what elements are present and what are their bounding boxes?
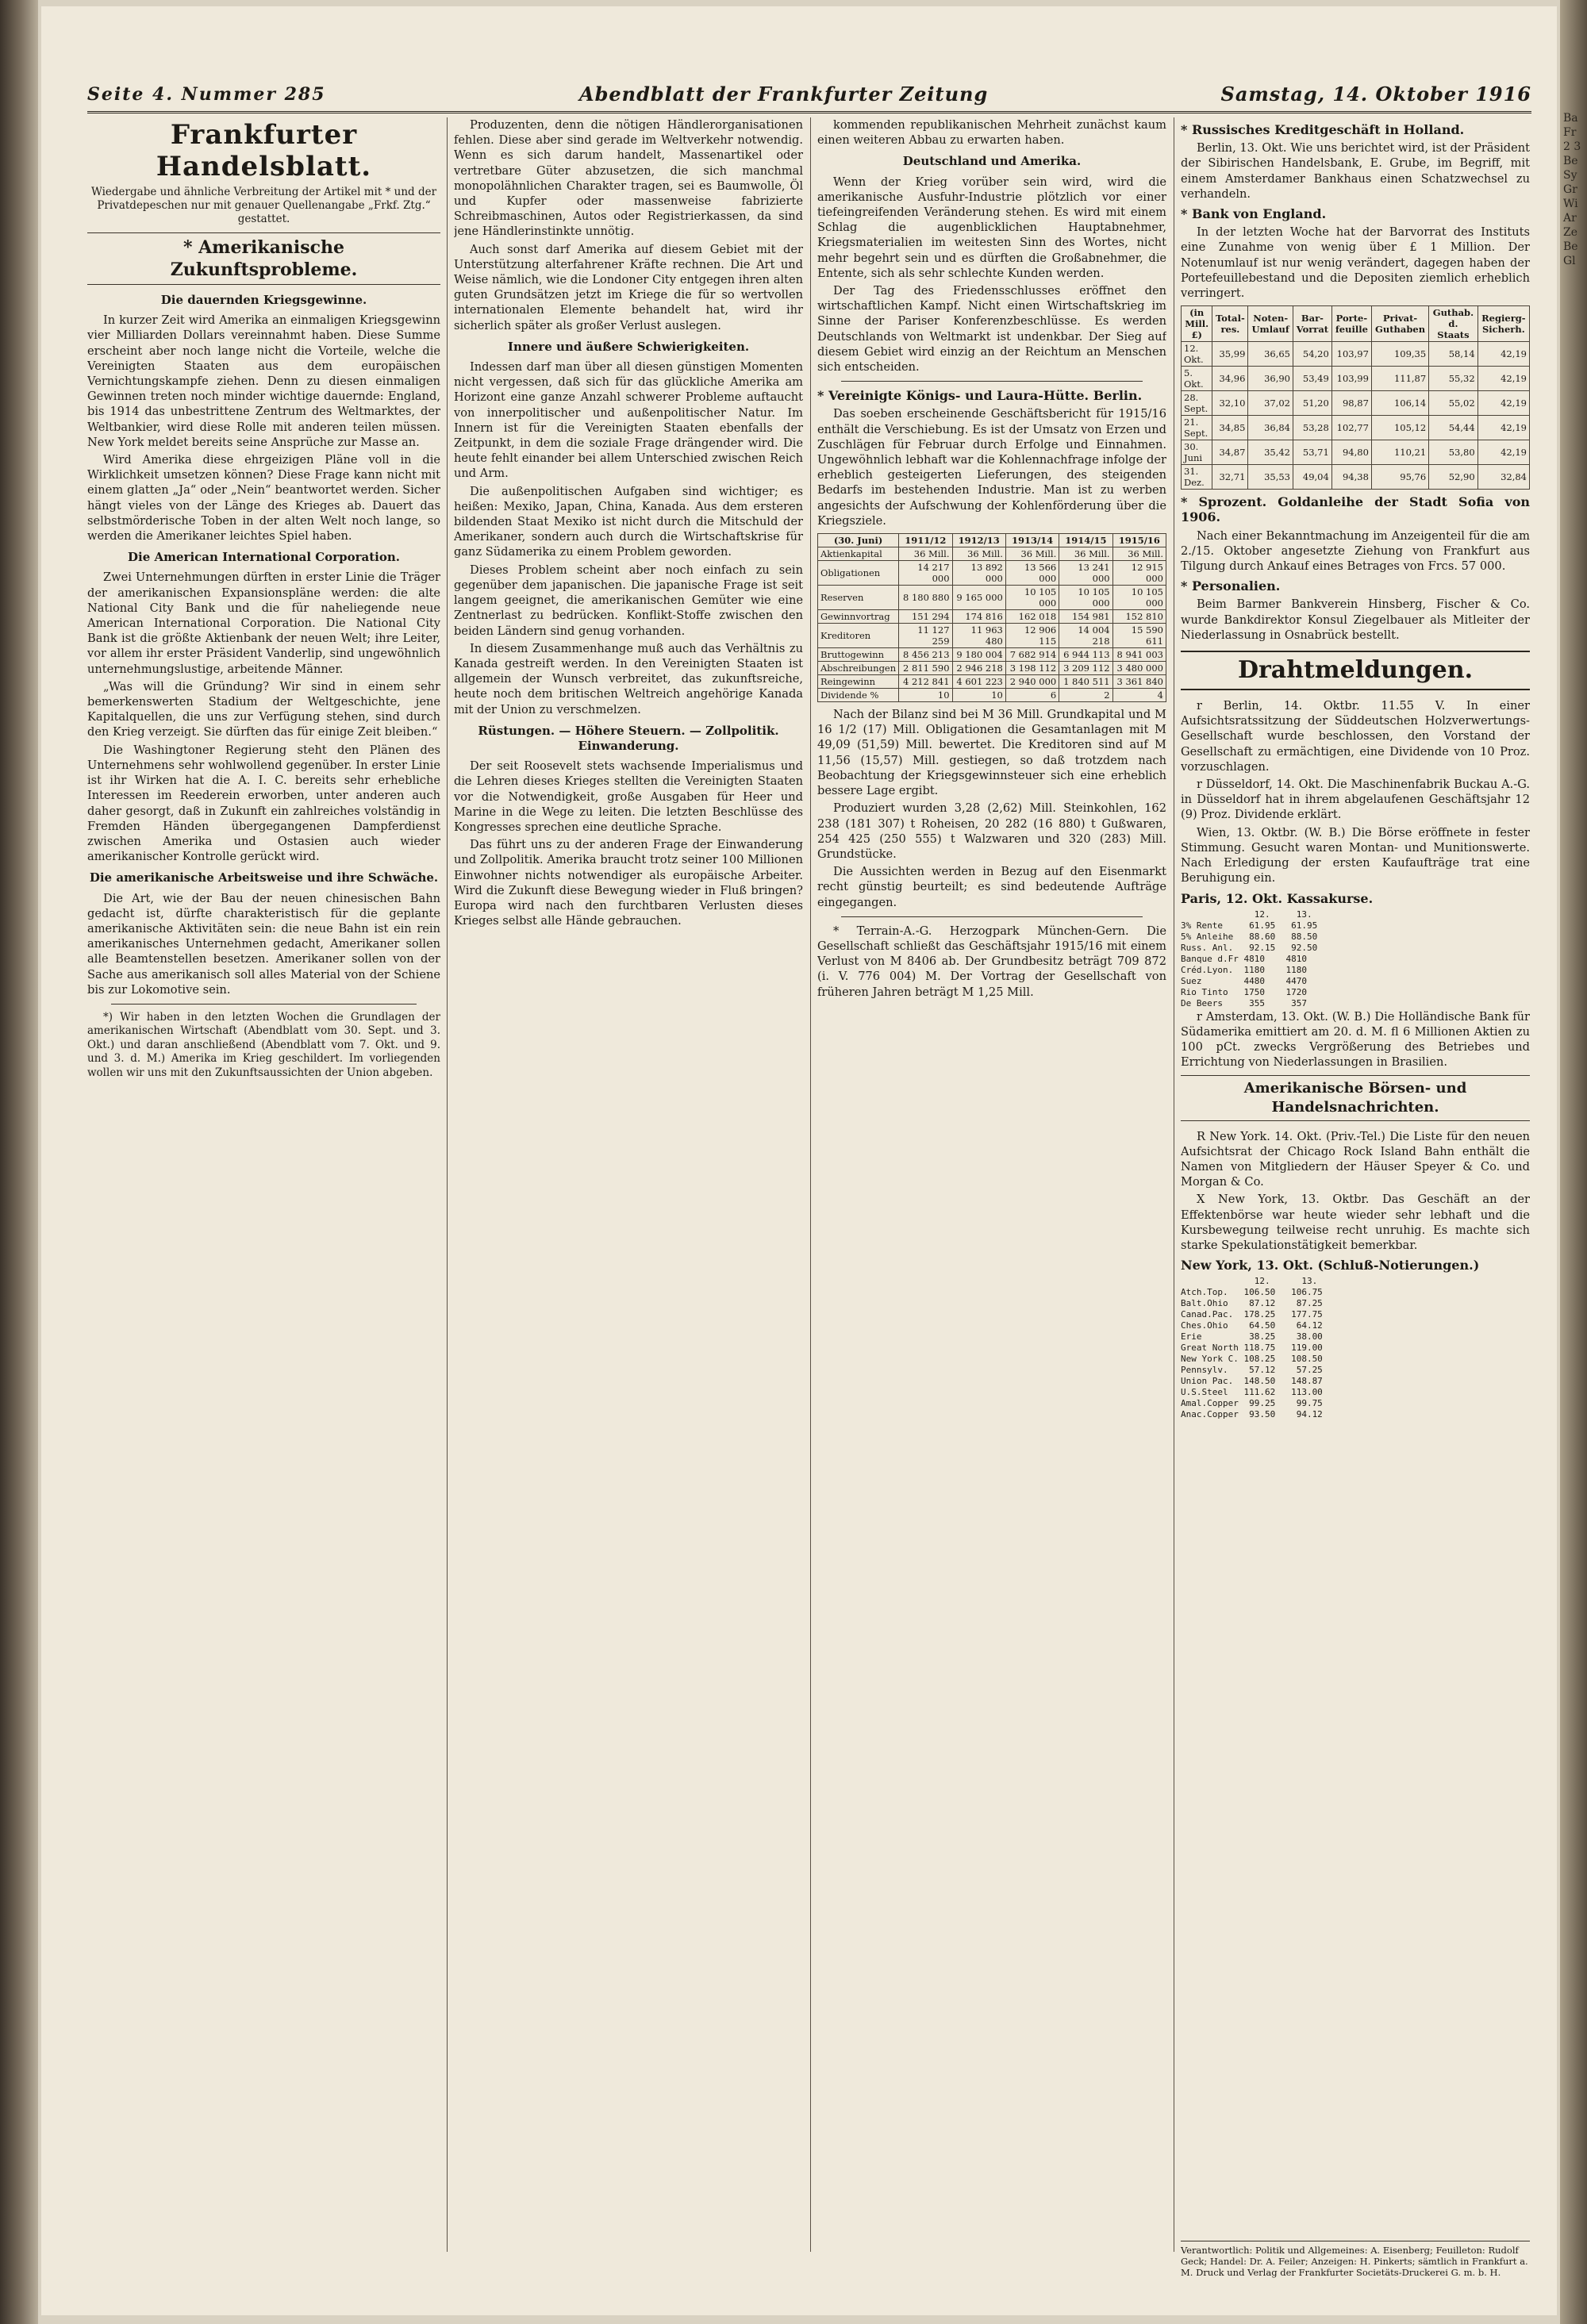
paragraph: Produziert wurden 3,28 (2,62) Mill. Steinkohlen, 162 238 (181 307) t Roheisen, 20 282 (16 880) t Gußwaren, 254 425 (250 555) t Walzwaren und 320 (283) Mill. Grundstücke. [817, 801, 1166, 861]
table-cell: 54,44 [1429, 416, 1477, 440]
paragraph: Dieses Problem scheint aber noch einfach zu sein gegenüber dem japanischen. Die japanische Frage ist seit langem geeignet, die amerikanischen Gemüter wie eine Zentnerlast zu bedrücken. Konflikt-Stoffe zwischen den beiden Ländern sind genug vorhanden. [454, 563, 803, 638]
paragraph: „Was will die Gründung? Wir sind in einem sehr bemerkenswerten Stadium der Weltgeschichte, jene Kapitalquellen, die uns zur Verfügung stehen, sind durch den Krieg verzeigt. Sie dürften das für einige Zeit bleiben.“ [87, 679, 440, 739]
table-cell: 53,80 [1429, 440, 1477, 465]
quotes-title: New York, 13. Okt. (Schluß-Notierungen.) [1181, 1258, 1480, 1273]
news-title: * Bank von England. [1181, 206, 1327, 222]
table-cell: 5. Okt. [1182, 367, 1212, 391]
table-cell: 6 [1005, 689, 1059, 702]
table-cell: 42,19 [1477, 440, 1529, 465]
new-york-quotes: 12. 13. Atch.Top. 106.50 106.75 Balt.Ohio 87.12 87.25 Canad.Pac. 178.25 177.75 Ches.Ohio 64.50 64.12 Erie 38.25 38.00 Great North 118.75 119.00 New York C. 108.25 108.50 Pennsylv. 57.12 57.25 Union Pac. 148.50 148.87 U.S.Steel 111.62 113.00 Amal.Copper 99.25 99.75 Anac.Copper 93.50 94.12 [1181, 1276, 1323, 1420]
table-cell: 14 217 000 [899, 561, 952, 586]
table-cell: 3 480 000 [1112, 662, 1166, 675]
column-header: 1912/13 [952, 534, 1005, 547]
table-cell: Aktienkapital [818, 547, 899, 561]
table-cell: 53,71 [1293, 440, 1332, 465]
column-header: Total-res. [1212, 306, 1248, 342]
adjacent-page-text: Ba Fr 2 3 Be Sy Gr Wi Ar Ze Be Gl [1563, 112, 1581, 267]
column-header: 1914/15 [1059, 534, 1112, 547]
table-cell: 94,80 [1331, 440, 1371, 465]
table-row [818, 648, 1166, 662]
table-header [818, 534, 1166, 547]
paragraph: Das führt uns zu der anderen Frage der Einwanderung und Zollpolitik. Amerika braucht trotz seiner 100 Millionen Einwohner nichts notwendiger als europäische Arbeiter. Wird die Zukunft diese Bewegung wieder in Fluß bringen? Europa wird nach den furchtbaren Verlusten dieses Krieges selbst alle Hände gebrauchen. [454, 838, 803, 928]
company-report-title: * Vereinigte Königs- und Laura-Hütte. Berlin. [817, 388, 1143, 404]
table-cell: 13 566 000 [1005, 561, 1059, 586]
table-cell: 13 241 000 [1059, 561, 1112, 586]
column-header: 1911/12 [899, 534, 952, 547]
table-cell: 32,10 [1212, 391, 1248, 416]
quotes-title: Paris, 12. Okt. Kassakurse. [1181, 890, 1374, 906]
paragraph: In kurzer Zeit wird Amerika an einmaligen Kriegsgewinn vier Milliarden Dollars vereinnahmt haben. Diese Summe erscheint aber noch lange nicht die Vorteile, welche die Vereinigten Staaten aus dem europäischen Vernichtungskampfe ziehen. Denn zu diesen einmaligen Gewinnen treten noch minder wichtige dauernde: England, bis 1914 das unbestrittene Zentrum des Weltmarktes, der Weltbankier, wird diese Rolle mit anderen teilen müssen. New York meldet bereits seine Ansprüche zur Masse an. [87, 313, 440, 449]
news-title: * Russisches Kreditgeschäft in Holland. [1181, 122, 1465, 137]
paragraph: Wird Amerika diese ehrgeizigen Pläne voll in die Wirklichkeit umsetzen können? Diese Frage kann nicht mit einem glatten „Ja“ oder „Nein“ beantwortet werden. Sicher hängt vieles von der Länge des Krieges ab. Dauert das selbstmörderische Toben in der alten Welt noch lange, so werden die Amerikaner leichtes Spiel haben. [87, 453, 440, 544]
subheading: Die amerikanische Arbeitsweise und ihre Schwäche. [89, 870, 439, 885]
table-cell: 10 [899, 689, 952, 702]
paragraph: Auch sonst darf Amerika auf diesem Gebiet mit der Unterstützung alterfahrener Kräfte rechnen. Die Art und Weise nämlich, wie die Londoner City entgegen ihren alten guten Grundsätzen jetzt im Kriege die für so wertvollen internationalen Elemente behandelt hat, wird ihr sicherlich später als großer Verlust auslegen. [454, 242, 803, 332]
telegrams-heading: Drahtmeldungen. [1181, 651, 1530, 690]
column-header: 1915/16 [1112, 534, 1166, 547]
table-cell: 42,19 [1477, 342, 1529, 367]
column-header: Bar-Vorrat [1293, 306, 1332, 342]
table-cell: 36 Mill. [1112, 547, 1166, 561]
table-cell: 14 004 218 [1059, 624, 1112, 648]
paragraph: Nach einer Bekanntmachung im Anzeigenteil für die am 2./15. Oktober angesetzte Ziehung von Frankfurt aus Tilgung durch Ankauf eines Betrages von Frcs. 57 000. [1181, 528, 1530, 574]
paragraph: Das soeben erscheinende Geschäftsbericht für 1915/16 enthält die Verschiebung. Es ist der Umsatz von Erzen und Zuschlägen für Februar durch Erfolge und Einnahmen. Ungewöhnlich lebhaft war die Kohlennachfrage infolge der erheblich gesteigerten Lieferungen, des steigenden Bedarfs im bestehenden Industrie. Man ist zu werben angesichts der Aufschwung der Kohlenförderung über die Kriegsziele. [817, 407, 1166, 528]
table-cell: 109,35 [1371, 342, 1428, 367]
table-cell: 51,20 [1293, 391, 1332, 416]
paragraph: In diesem Zusammenhange muß auch das Verhältnis zu Kanada gestreift werden. In den Vereinigten Staaten ist allgemein der Wunsch verbreitet, das zukunftsreiche, heute noch dem britischen Weltreich angehörige Kanada mit der Union zu verschmelzen. [454, 641, 803, 716]
table-cell: 10 105 000 [1059, 586, 1112, 610]
table-cell: Reserven [818, 586, 899, 610]
table-row [1182, 367, 1530, 391]
column-header: (in Mill. £) [1182, 306, 1212, 342]
table-cell: 10 105 000 [1005, 586, 1059, 610]
table-cell: Obligationen [818, 561, 899, 586]
table-header [1182, 306, 1530, 342]
news-title: * Sprozent. Goldanleihe der Stadt Sofia von 1906. [1181, 494, 1530, 525]
table-cell: 36 Mill. [952, 547, 1005, 561]
subheading: Die American International Corporation. [128, 550, 400, 565]
table-cell: Kreditoren [818, 624, 899, 648]
table-row [818, 610, 1166, 624]
table-cell: 7 682 914 [1005, 648, 1059, 662]
table-cell: 55,32 [1429, 367, 1477, 391]
imprint: Verantwortlich: Politik und Allgemeines: A. Eisenberg; Feuilleton: Rudolf Geck; Handel: Dr. A. Feiler; Anzeigen: H. Pinkerts; sämtlich in Frankfurt a. M. Druck und Verlag der Frankfurter Societäts-Druckerei G. m. b. H. [1181, 2241, 1530, 2278]
table-row [818, 689, 1166, 702]
table-cell: 37,02 [1248, 391, 1293, 416]
table-cell: 111,87 [1371, 367, 1428, 391]
reprint-note: Wiedergabe und ähnliche Verbreitung der Artikel mit * und der Privatdepeschen nur mit genauer Quellenangabe „Frkf. Ztg.“ gestattet. [90, 186, 437, 225]
table-cell: 52,90 [1429, 465, 1477, 490]
table-row [1182, 465, 1530, 490]
table-cell: 98,87 [1331, 391, 1371, 416]
paragraph: Beim Barmer Bankverein Hinsberg, Fischer & Co. wurde Bankdirektor Konsul Ziegelbauer als Mitleiter der Niederlassung in Osnabrück bestellt. [1181, 597, 1530, 642]
table-cell: 34,87 [1212, 440, 1248, 465]
table-cell: Reingewinn [818, 675, 899, 689]
divider [111, 1004, 417, 1005]
paragraph: In der letzten Woche hat der Barvorrat des Instituts eine Zunahme von wenig über £ 1 Million. Der Notenumlauf ist nur wenig verändert, dagegen haben der Portefeuillebestand und die Depositen ziemlich erheblich verringert. [1181, 225, 1530, 301]
column-header: Regierg-Sicherh. [1477, 306, 1529, 342]
table-cell: 154 981 [1059, 610, 1112, 624]
table-row [1182, 416, 1530, 440]
table-cell: 8 180 880 [899, 586, 952, 610]
table-cell: 8 456 213 [899, 648, 952, 662]
table-cell: 36 Mill. [1059, 547, 1112, 561]
table-row [818, 547, 1166, 561]
table-cell: 31. Dez. [1182, 465, 1212, 490]
table-body [818, 547, 1166, 702]
balance-table [817, 533, 1166, 702]
paragraph: kommenden republikanischen Mehrheit zunächst kaum einen weiteren Abbau zu erwarten haben. [817, 118, 1166, 148]
table-row [818, 624, 1166, 648]
divider [841, 916, 1143, 917]
table-cell: 34,96 [1212, 367, 1248, 391]
table-cell: 4 212 841 [899, 675, 952, 689]
news-title: * Personalien. [1181, 578, 1281, 594]
column-header: Porte-feuille [1331, 306, 1371, 342]
article-title: * Amerikanische Zukunftsprobleme. [87, 232, 440, 285]
table-cell: 1 840 511 [1059, 675, 1112, 689]
column-header: Noten-Umlauf [1248, 306, 1293, 342]
paragraph: Produzenten, denn die nötigen Händlerorganisationen fehlen. Diese aber sind gerade im Weltverkehr notwendig. Wenn es sich darum handelt, Massenartikel oder vertretbare Güter abzusetzen, die sich manchmal monopolähnlichen Charakter tragen, sei es Baumwolle, Öl und Kupfer oder massenweise fabrizierte Schreibmaschinen, Autos oder Registrierkassen, da sind jene Händlerinstinkte unnötig. [454, 118, 803, 239]
table-body [1182, 342, 1530, 490]
table-cell: 105,12 [1371, 416, 1428, 440]
table-cell: 3 209 112 [1059, 662, 1112, 675]
table-cell: 110,21 [1371, 440, 1428, 465]
table-cell: 4 [1112, 689, 1166, 702]
table-cell: 95,76 [1371, 465, 1428, 490]
column-header: Guthab. d. Staats [1429, 306, 1477, 342]
table-cell: 162 018 [1005, 610, 1059, 624]
table-cell: 53,49 [1293, 367, 1332, 391]
table-cell: 4 601 223 [952, 675, 1005, 689]
paragraph: Die Washingtoner Regierung steht den Plänen des Unternehmens sehr wohlwollend gegenüber. In erster Linie ist ihr Wirken hat die A. I. C. bereits sehr erhebliche Interessen im Reederein erworben, unter anderen auch daher gesorgt, daß in Zukunft ein zahlreiches volständig in Fremden Händen übergegangenen Dampferdienst zwischen Amerika und Ostasien auch wieder amerikanischer Kontrolle gerückt wird. [87, 743, 440, 864]
table-cell: 30. Juni [1182, 440, 1212, 465]
table-cell: 8 941 003 [1112, 648, 1166, 662]
paragraph: Nach der Bilanz sind bei M 36 Mill. Grundkapital und M 16 1/2 (17) Mill. Obligationen die Gesamtanlagen mit M 49,09 (51,59) Mill. bewertet. Die Kreditoren sind auf M 11,56 (15,57) Mill. gestiegen, so daß trotzdem nach Beobachtung der Kriegsgewinnsteuer sich eine erheblich bessere Lage ergibt. [817, 708, 1166, 798]
table-cell: 10 [952, 689, 1005, 702]
paragraph: X New York, 13. Oktbr. Das Geschäft an der Effektenbörse war heute wieder sehr lebhaft und die Kursbewegung teilweise recht unruhig. Es machte sich starke Spekulationstätigkeit bemerkbar. [1181, 1193, 1530, 1252]
paragraph: R New York. 14. Okt. (Priv.-Tel.) Die Liste für den neuen Aufsichtsrat der Chicago Rock Island Bahn enthält die Namen von Mitgliedern der Häuser Speyer & Co. und Morgan & Co. [1181, 1129, 1530, 1189]
table-cell: 35,53 [1248, 465, 1293, 490]
table-cell: 36,90 [1248, 367, 1293, 391]
table-cell: 42,19 [1477, 367, 1529, 391]
table-cell: 55,02 [1429, 391, 1477, 416]
table-cell: 9 180 004 [952, 648, 1005, 662]
table-row [818, 586, 1166, 610]
american-news-heading: Amerikanische Börsen- und Handelsnachrichten. [1181, 1075, 1530, 1121]
table-cell: 36,84 [1248, 416, 1293, 440]
subheading: Die dauernden Kriegsgewinne. [160, 293, 367, 307]
page-masthead [87, 76, 1531, 113]
paragraph: Die Art, wie der Bau der neuen chinesischen Bahn gedacht ist, dürfte charakteristisch für die geplante amerikanische Aktivitäten sein: die neue Bahn ist ein rein amerikanisches Unternehmen gedacht, Amerikaner sollen alle Beamtenstellen besetzen. Amerikaner sollen von der Sache aus amerikanisch soll alles Material von der Schiene bis zur Lokomotive sein. [87, 891, 440, 997]
paragraph: Zwei Unternehmungen dürften in erster Linie die Träger der amerikanischen Expansionspläne werden: die alte National City Bank und die für naheliegende neue American International Corporation. Die National City Bank ist die größte Aktienbank der neuen Welt; ihre Leiter, vor allem ihr erster Präsident Vanderlip, sind ungewöhnlich unternehmungslustige, arbeitende Männer. [87, 570, 440, 676]
table-cell: 106,14 [1371, 391, 1428, 416]
table-cell: 15 590 611 [1112, 624, 1166, 648]
column-header: (30. Juni) [818, 534, 899, 547]
table-cell: 36 Mill. [1005, 547, 1059, 561]
table-cell: 42,19 [1477, 416, 1529, 440]
table-cell: 34,85 [1212, 416, 1248, 440]
issue-date: Samstag, 14. Oktober 1916 [1220, 83, 1531, 106]
table-cell: 28. Sept. [1182, 391, 1212, 416]
bank-of-england-table [1181, 305, 1530, 490]
column-header: Privat-Guthaben [1371, 306, 1428, 342]
column-header: 1913/14 [1005, 534, 1059, 547]
paragraph: Der Tag des Friedensschlusses eröffnet den wirtschaftlichen Kampf. Nicht einen Wirtschaftskrieg im Sinne der Pariser Konferenzbeschlüsse. Es werden Deutschlands von Weltmarkt ist undenkbar. Der Sieg auf diesem Gebiet wird einzig an der Reichtum an Menschen sich entscheiden. [817, 284, 1166, 375]
table-cell: 58,14 [1429, 342, 1477, 367]
paragraph: Wien, 13. Oktbr. (W. B.) Die Börse eröffnete in fester Stimmung. Gesucht waren Montan- und Munitionswerte. Nach Erledigung der ersten Kaufaufträge trat eine Beruhigung ein. [1181, 825, 1530, 885]
page-number: Seite 4. Nummer 285 [87, 84, 326, 105]
table-cell: 2 811 590 [899, 662, 952, 675]
paris-quotes: 12. 13. 3% Rente 61.95 61.95 5% Anleihe 88.60 88.50 Russ. Anl. 92.15 92.50 Banque d.Fr 4810 4810 Créd.Lyon. 1180 1180 Suez 4480 4470 Rio Tinto 1750 1720 De Beers 355 357 [1181, 908, 1318, 1008]
paragraph: r Düsseldorf, 14. Okt. Die Maschinenfabrik Buckau A.-G. in Düsseldorf hat in ihrem abgelaufenen Geschäftsjahr 12 (9) Proz. Dividende erklärt. [1181, 778, 1530, 822]
table-cell: 54,20 [1293, 342, 1332, 367]
table-cell: Dividende % [818, 689, 899, 702]
table-cell: 35,42 [1248, 440, 1293, 465]
table-cell: Abschreibungen [818, 662, 899, 675]
table-row [1182, 440, 1530, 465]
table-cell: 36,65 [1248, 342, 1293, 367]
paragraph: Der seit Roosevelt stets wachsende Imperialismus und die Lehren dieses Krieges stellten die Vereinigten Staaten vor die Notwendigkeit, große Ausgaben für Heer und Marine in die Wege zu leiten. Die letzten Beschlüsse des Kongresses sprechen eine deutliche Sprache. [454, 759, 803, 834]
table-row [818, 662, 1166, 675]
table-cell: 102,77 [1331, 416, 1371, 440]
paragraph: * Terrain-A.-G. Herzogpark München-Gern. Die Gesellschaft schließt das Geschäftsjahr 1915/16 mit einem Verlust von M 8406 ab. Der Grundbesitz beträgt 709 872 (i. V. 776 004) M. Der Vortrag der Gesellschaft von früheren Jahren beträgt M 1,25 Mill. [817, 924, 1166, 999]
column-1 [87, 117, 440, 2260]
table-cell: 103,97 [1331, 342, 1371, 367]
table-cell: 9 165 000 [952, 586, 1005, 610]
table-row [1182, 391, 1530, 416]
table-cell: 151 294 [899, 610, 952, 624]
table-cell: 32,84 [1477, 465, 1529, 490]
footnote: *) Wir haben in den letzten Wochen die Grundlagen der amerikanischen Wirtschaft (Abendblatt vom 30. Sept. und 3. Okt.) und daran anschließend (Abendblatt vom 7. Okt. und 9. und 3. d. M.) Amerika im Krieg geschildert. Im vorliegenden wollen wir uns mit den Zukunftsaussichten der Union abgeben. [87, 1010, 440, 1079]
table-cell: 2 940 000 [1005, 675, 1059, 689]
table-row [1182, 342, 1530, 367]
table-cell: 152 810 [1112, 610, 1166, 624]
column-rule [810, 117, 811, 2252]
table-cell: 11 127 259 [899, 624, 952, 648]
paragraph: r Amsterdam, 13. Okt. (W. B.) Die Holländische Bank für Südamerika emittiert am 20. d. M. fl 6 Millionen Aktien zu 100 pCt. zwecks Vergrößerung des Betriebes und Errichtung von Niederlassungen in Brasilien. [1181, 1009, 1530, 1070]
subheading: Deutschland und Amerika. [902, 154, 1082, 169]
table-cell: 21. Sept. [1182, 416, 1212, 440]
table-cell: 3 361 840 [1112, 675, 1166, 689]
section-title: Frankfurter Handelsblatt. [156, 119, 372, 182]
table-cell: 103,99 [1331, 367, 1371, 391]
table-row [818, 675, 1166, 689]
table-cell: 174 816 [952, 610, 1005, 624]
table-row [818, 561, 1166, 586]
paragraph: Die außenpolitischen Aufgaben sind wichtiger; es heißen: Mexiko, Japan, China, Kanada. Aus dem ersteren bildenden Staat Mexiko ist nicht durch die Mitschuld der Amerikaner, sondern auch durch die Wirtschaftskrise für ganz Südamerika zu einem Problem geworden. [454, 484, 803, 559]
table-cell: 12 915 000 [1112, 561, 1166, 586]
column-rule [447, 117, 448, 2252]
subheading: Rüstungen. — Höhere Steuern. — Zollpolitik. Einwanderung. [478, 723, 779, 753]
column-4 [1181, 117, 1530, 2260]
table-cell: 94,38 [1331, 465, 1371, 490]
table-cell: 32,71 [1212, 465, 1248, 490]
table-cell: 13 892 000 [952, 561, 1005, 586]
table-cell: 35,99 [1212, 342, 1248, 367]
paragraph: r Berlin, 14. Oktbr. 11.55 V. In einer Aufsichtsratssitzung der Süddeutschen Holzverwertungs-Gesellschaft wurde beschlossen, den Vorstand der Gesellschaft zu ermächtigen, eine Dividende von 10 Proz. vorzuschlagen. [1181, 699, 1530, 774]
paragraph: Indessen darf man über all diesen günstigen Momenten nicht vergessen, daß sich für das glückliche Amerika am Horizont eine ganze Anzahl schwerer Probleme auftaucht von innerpolitischer und außenpolitischer Natur. Im Innern ist für die Vereinigten Staaten ebenfalls der Zeitpunkt, in dem die soziale Frage drängender wird. Die heute fehlt einander bei allem Unterschied zwischen Reich und Arm. [454, 360, 803, 481]
paragraph: Berlin, 13. Okt. Wie uns berichtet wird, ist der Präsident der Sibirischen Handelsbank, E. Grube, im Begriff, mit einem Amsterdamer Bankhaus einen Schatzwechsel zu verhandeln. [1181, 141, 1530, 201]
divider [841, 381, 1143, 382]
newspaper-name: Abendblatt der Frankfurter Zeitung [579, 83, 989, 106]
table-cell: 6 944 113 [1059, 648, 1112, 662]
subheading: Innere und äußere Schwierigkeiten. [507, 339, 750, 354]
table-cell: 36 Mill. [899, 547, 952, 561]
table-cell: 11 963 480 [952, 624, 1005, 648]
table-cell: Gewinnvortrag [818, 610, 899, 624]
table-cell: 12 906 115 [1005, 624, 1059, 648]
paragraph: Wenn der Krieg vorüber sein wird, wird die amerikanische Ausfuhr-Industrie plötzlich vor einer tiefeingreifenden Veränderung stehen. Es wird mit einem Schlag die augenblicklichen Hauptabnehmer, Kriegsmaterialien im weitesten Sinn des Wortes, nicht mehr begehrt sein und es dürften die Großabnehmer, die Entente, sich als sehr schlechte Kunden werden. [817, 175, 1166, 280]
table-cell: 3 198 112 [1005, 662, 1059, 675]
column-3 [817, 117, 1166, 2260]
table-cell: 49,04 [1293, 465, 1332, 490]
table-cell: 12. Okt. [1182, 342, 1212, 367]
paragraph: Die Aussichten werden in Bezug auf den Eisenmarkt recht günstig beurteilt; es sind bedeutende Aufträge eingegangen. [817, 865, 1166, 909]
column-2 [454, 117, 803, 2260]
table-cell: 2 [1059, 689, 1112, 702]
table-cell: 53,28 [1293, 416, 1332, 440]
table-cell: 2 946 218 [952, 662, 1005, 675]
table-cell: Bruttogewinn [818, 648, 899, 662]
table-cell: 42,19 [1477, 391, 1529, 416]
table-cell: 10 105 000 [1112, 586, 1166, 610]
